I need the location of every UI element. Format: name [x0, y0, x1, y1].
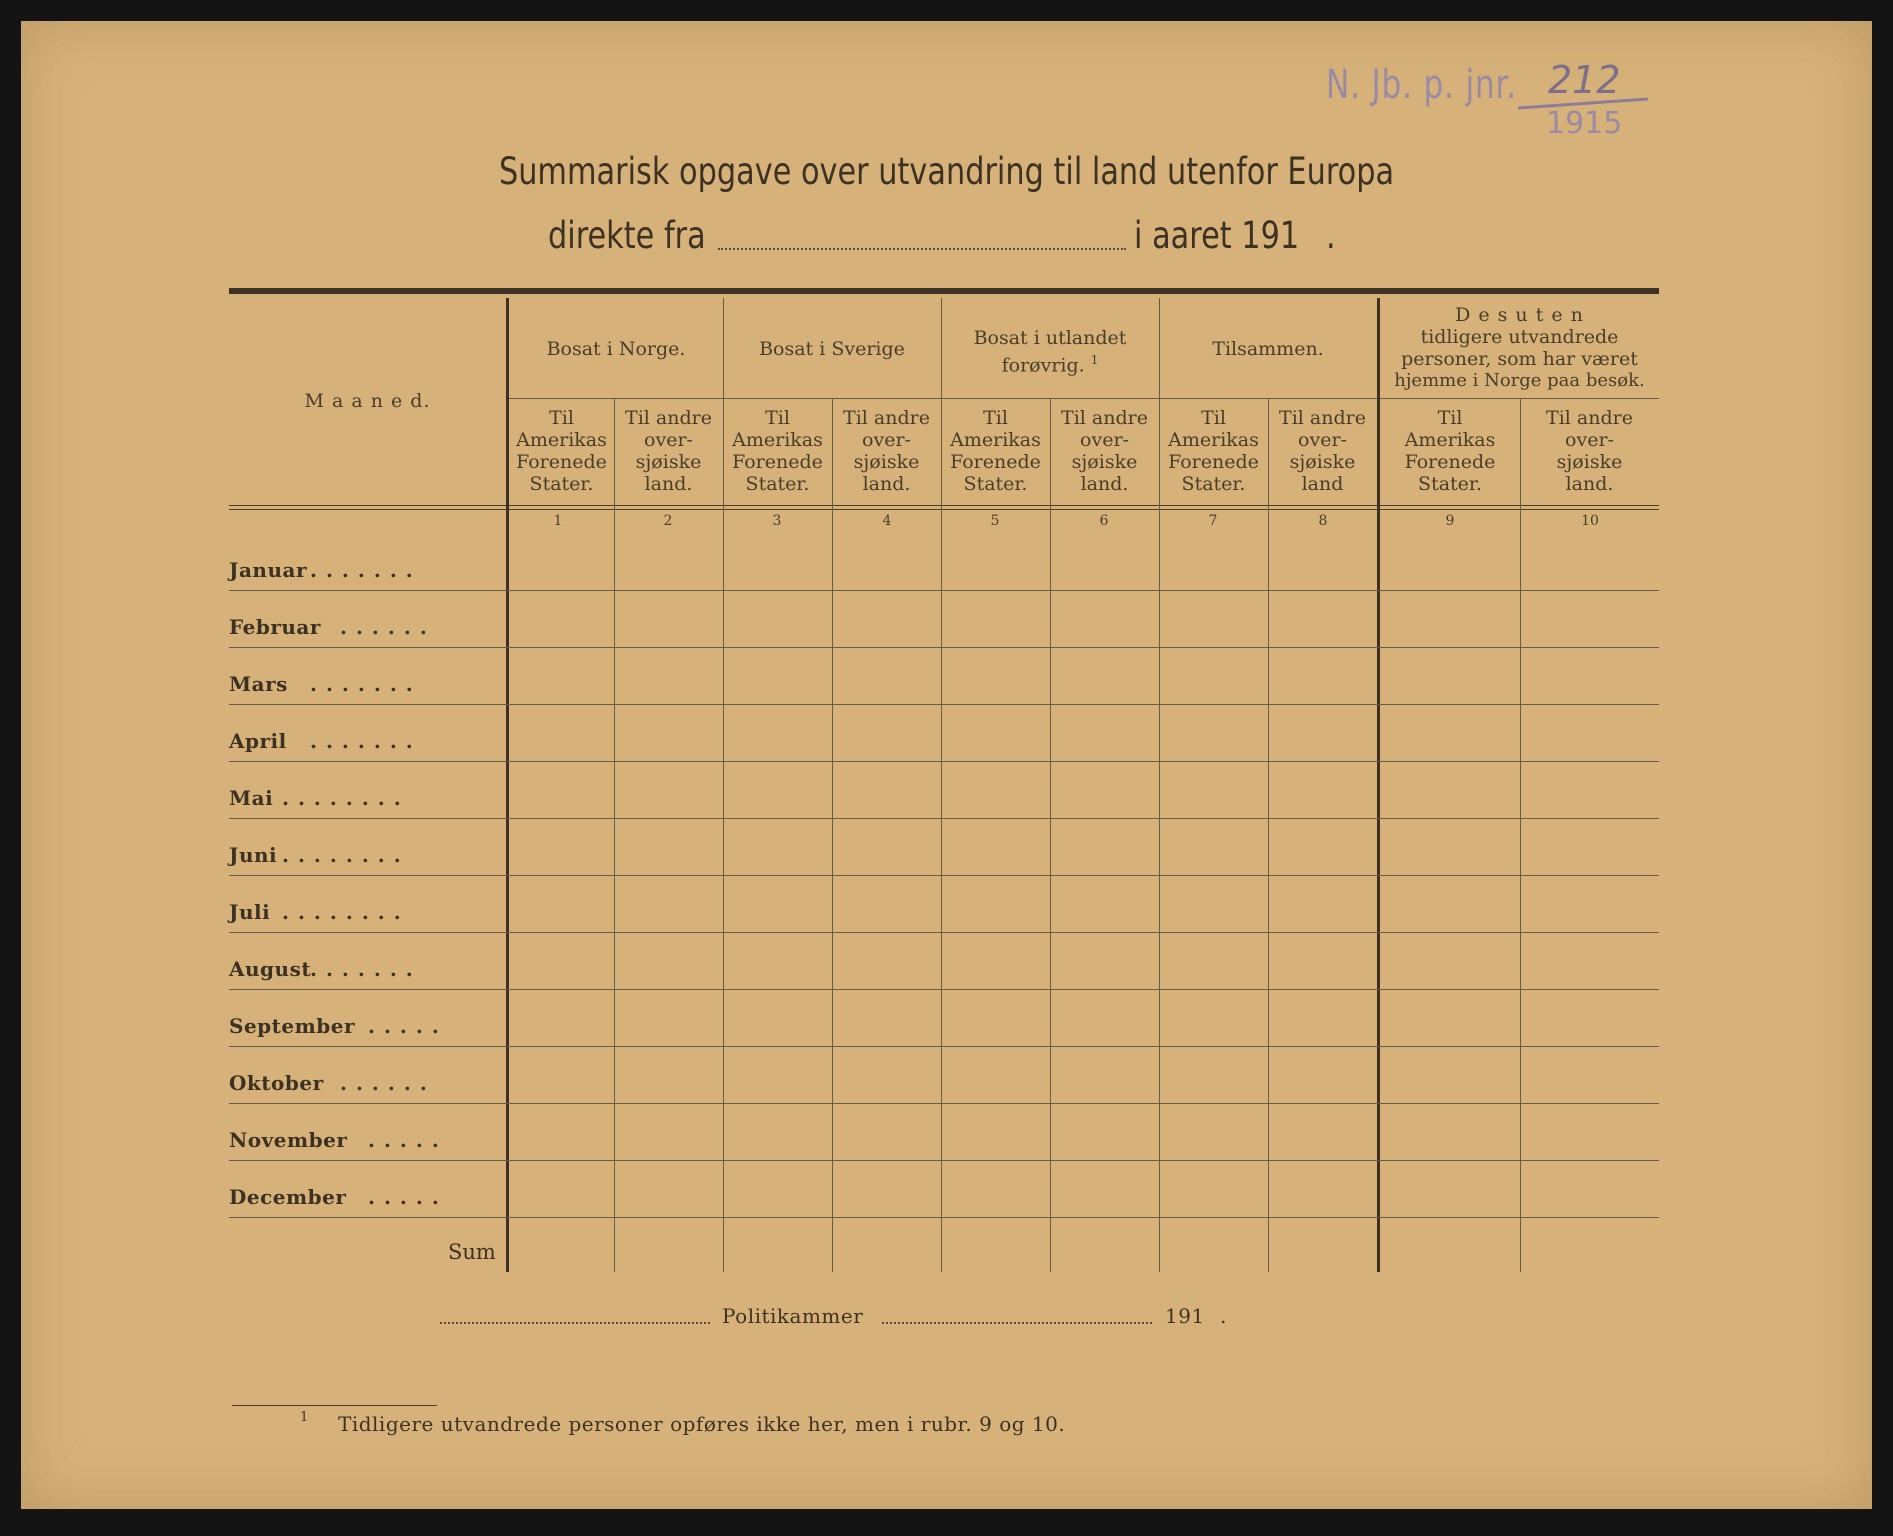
- subhdr-2: [614, 407, 723, 495]
- journal-numerator: 212: [1548, 58, 1621, 102]
- subhdr-8-l2: over-: [1298, 429, 1347, 451]
- subhdr-7-l1: Til: [1201, 407, 1226, 429]
- subtitle-suffix: i aaret 191: [1134, 214, 1300, 257]
- desuten-line3: personer, som har været: [1401, 348, 1638, 370]
- desuten-line4: hjemme i Norge paa besøk.: [1394, 370, 1645, 391]
- subhdr-3-l4: Stater.: [745, 473, 810, 495]
- desuten-line2: tidligere utvandrede: [1420, 326, 1619, 348]
- row-leader: ........: [282, 843, 410, 867]
- subhdr-9: [1380, 407, 1520, 495]
- subhdr-7: [1159, 407, 1268, 495]
- subhdr-6-l2: over-: [1080, 429, 1129, 451]
- row-line: [229, 1217, 1659, 1218]
- footnote-rule: [232, 1405, 437, 1406]
- row-line: [229, 932, 1659, 933]
- subhdr-10-l1: Til andre: [1546, 407, 1633, 429]
- subhdr-6-l4: land.: [1080, 473, 1129, 495]
- month-mars: Mars: [229, 672, 288, 696]
- subhdr-3-l2: Amerikas: [732, 429, 823, 451]
- subhdr-3-l3: Forenede: [732, 451, 823, 473]
- row-leader: .....: [368, 1014, 448, 1038]
- footnote-text: Tidligere utvandrede personer opføres ikke her, men i rubr. 9 og 10.: [338, 1412, 1066, 1436]
- group-desuten: [1380, 304, 1659, 392]
- subhdr-7-l2: Amerikas: [1168, 429, 1259, 451]
- subhdr-2-l1: Til andre: [625, 407, 712, 429]
- footer-end: .: [1220, 1304, 1227, 1328]
- top-rule: [229, 288, 1659, 294]
- subhdr-5-l3: Forenede: [950, 451, 1041, 473]
- row-leader: .......: [310, 672, 422, 696]
- subhdr-4-l2: over-: [862, 429, 911, 451]
- subhdr-4-l3: sjøiske: [853, 451, 920, 473]
- group-utlandet-line1: Bosat i utlandet: [973, 327, 1127, 349]
- subhdr-2-l2: over-: [644, 429, 693, 451]
- row-line: [229, 590, 1659, 591]
- header-rule-1: [229, 505, 1659, 506]
- subheader-rule: [509, 398, 1659, 399]
- subhdr-8: [1268, 407, 1377, 495]
- row-line: [229, 647, 1659, 648]
- date-fill-line[interactable]: [882, 1322, 1152, 1324]
- col-number-6: 6: [1099, 513, 1109, 529]
- subhdr-7-l3: Forenede: [1168, 451, 1259, 473]
- month-oktober: Oktober: [229, 1071, 324, 1095]
- subhdr-2-l3: sjøiske: [635, 451, 702, 473]
- subhdr-9-l1: Til: [1437, 407, 1463, 429]
- month-november: November: [229, 1128, 348, 1152]
- subhdr-5: [941, 407, 1050, 495]
- col-line-5-6: [1050, 398, 1051, 1272]
- col-number-8: 8: [1318, 513, 1328, 529]
- month-juni: Juni: [229, 843, 278, 867]
- subhdr-10-l4: land.: [1565, 473, 1614, 495]
- subhdr-5-l2: Amerikas: [950, 429, 1041, 451]
- row-line: [229, 818, 1659, 819]
- group-utlandet-line2: [941, 349, 1159, 376]
- row-leader: .......: [310, 729, 422, 753]
- group-utlandet-label2: forøvrig.: [1001, 354, 1085, 377]
- politikammer-label: Politikammer: [722, 1304, 864, 1328]
- month-august: August: [229, 957, 312, 981]
- group-sverige: Bosat i Sverige: [759, 338, 905, 360]
- month-april: April: [229, 729, 287, 753]
- row-line: [229, 1046, 1659, 1047]
- subhdr-7-l4: Stater.: [1181, 473, 1246, 495]
- subhdr-1: [509, 407, 614, 495]
- row-line: [229, 875, 1659, 876]
- group-utlandet: [941, 327, 1159, 376]
- month-header: M a a n e d.: [304, 390, 431, 412]
- row-leader: ........: [282, 786, 410, 810]
- subhdr-4-l1: Til andre: [843, 407, 930, 429]
- row-line: [229, 1160, 1659, 1161]
- subhdr-4-l4: land.: [862, 473, 911, 495]
- month-september: September: [229, 1014, 356, 1038]
- form-title: Summarisk opgave over utvandring til land utenfor Europa: [498, 150, 1395, 193]
- journal-denominator: 1915: [1546, 106, 1623, 141]
- col-number-3: 3: [772, 513, 782, 529]
- row-line: [229, 761, 1659, 762]
- row-leader: .......: [310, 558, 422, 582]
- subhdr-1-l3: Forenede: [516, 451, 607, 473]
- subhdr-1-l4: Stater.: [529, 473, 594, 495]
- row-line: [229, 704, 1659, 705]
- row-leader: ........: [282, 900, 410, 924]
- col-line-3-4: [832, 398, 833, 1272]
- subhdr-6-l3: sjøiske: [1071, 451, 1138, 473]
- sum-label: Sum: [448, 1240, 496, 1264]
- col-number-9: 9: [1445, 513, 1455, 529]
- subhdr-10-l3: sjøiske: [1556, 451, 1623, 473]
- subhdr-3: [723, 407, 832, 495]
- row-leader: ......: [340, 1071, 436, 1095]
- footnote-ref: 1: [1090, 353, 1099, 367]
- district-fill-line[interactable]: [440, 1322, 710, 1324]
- subhdr-10-l2: over-: [1565, 429, 1614, 451]
- subhdr-1-l1: Til: [549, 407, 574, 429]
- footer-year: 191: [1165, 1304, 1205, 1328]
- col-number-2: 2: [663, 513, 673, 529]
- row-leader: .....: [368, 1185, 448, 1209]
- subhdr-6-l1: Til andre: [1061, 407, 1148, 429]
- col-number-5: 5: [990, 513, 1000, 529]
- subhdr-9-l3: Forenede: [1404, 451, 1496, 473]
- subhdr-1-l2: Amerikas: [516, 429, 607, 451]
- subhdr-9-l4: Stater.: [1418, 473, 1482, 495]
- subhdr-2-l4: land.: [644, 473, 693, 495]
- subhdr-5-l4: Stater.: [963, 473, 1028, 495]
- subhdr-9-l2: Amerikas: [1404, 429, 1496, 451]
- row-leader: .......: [310, 957, 422, 981]
- col-number-7: 7: [1208, 513, 1218, 529]
- desuten-line1: D e s u t e n: [1455, 304, 1584, 326]
- footnote-mark: 1: [300, 1410, 309, 1425]
- row-line: [229, 989, 1659, 990]
- group-tilsammen: Tilsammen.: [1212, 338, 1324, 360]
- month-januar: Januar: [229, 558, 307, 582]
- month-mai: Mai: [229, 786, 274, 810]
- col-number-4: 4: [882, 513, 892, 529]
- subhdr-6: [1050, 407, 1159, 495]
- subhdr-4: [832, 407, 941, 495]
- row-line: [229, 1103, 1659, 1104]
- month-december: December: [229, 1185, 347, 1209]
- journal-stamp: N. Jb. p. jnr.: [1326, 62, 1517, 108]
- header-rule-2: [229, 509, 1659, 510]
- col-line-1-2: [614, 398, 615, 1272]
- month-juli: Juli: [229, 900, 271, 924]
- col-line-7-8: [1268, 398, 1269, 1272]
- row-leader: .....: [368, 1128, 448, 1152]
- subtitle-end: .: [1326, 214, 1336, 257]
- subhdr-8-l1: Til andre: [1279, 407, 1366, 429]
- subhdr-8-l3: sjøiske: [1289, 451, 1356, 473]
- group-norge: Bosat i Norge.: [546, 338, 686, 360]
- subhdr-10: [1520, 407, 1659, 495]
- subhdr-3-l1: Til: [765, 407, 790, 429]
- col-number-10: 10: [1581, 513, 1599, 529]
- subhdr-8-l4: land: [1301, 473, 1344, 495]
- col-number-1: 1: [553, 513, 563, 529]
- col-line-9-10: [1520, 398, 1521, 1272]
- subhdr-5-l1: Til: [983, 407, 1008, 429]
- row-leader: ......: [340, 615, 436, 639]
- month-februar: Februar: [229, 615, 321, 639]
- subtitle-prefix: direkte fra: [548, 214, 706, 257]
